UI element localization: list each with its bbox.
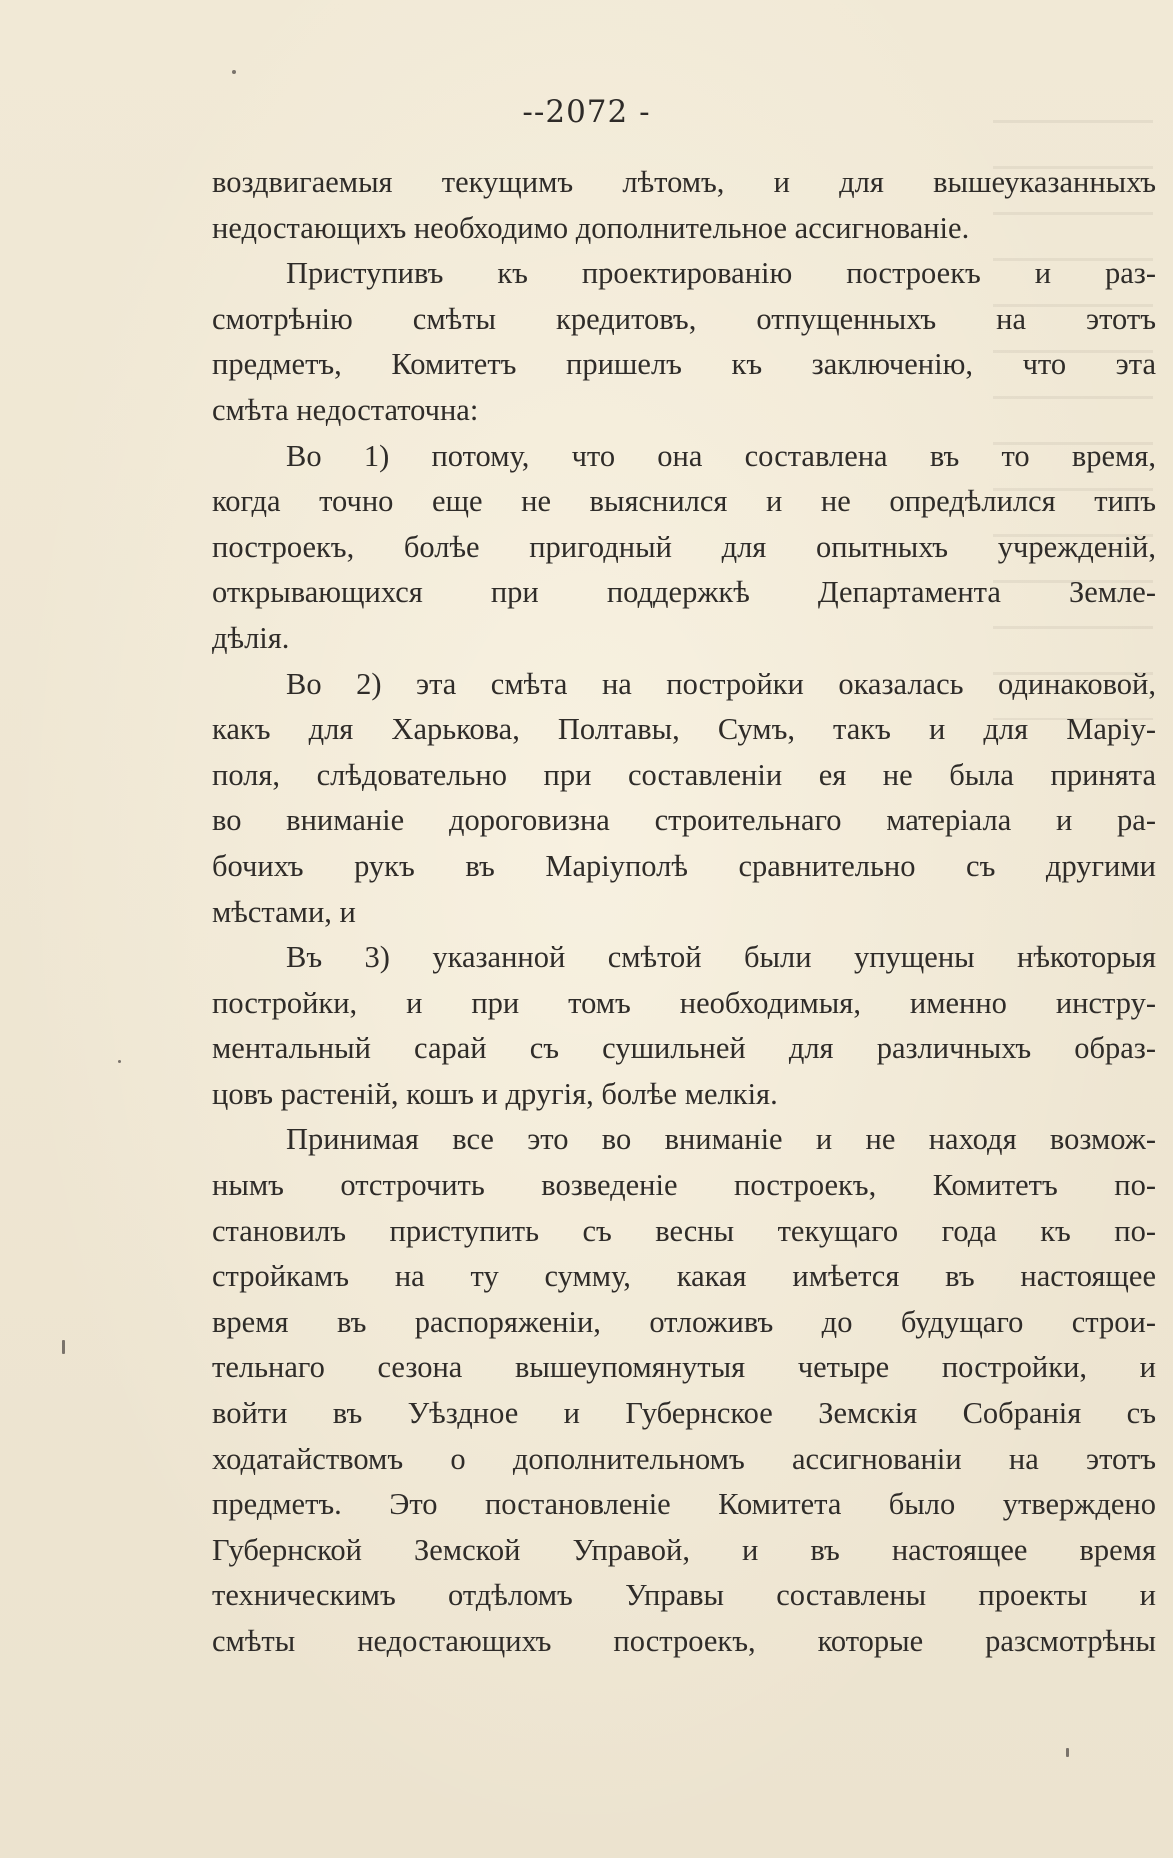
text-line: открывающихся при поддержкѣ Департамента Земле- — [212, 575, 1156, 610]
text-line: стройкамъ на ту сумму, какая имѣется въ настоящее — [212, 1259, 1156, 1294]
text-line: Приступивъ къ проектированію построекъ и раз- — [286, 256, 1156, 291]
text-line: техническимъ отдѣломъ Управы составлены проекты и — [212, 1578, 1156, 1613]
text-line: становилъ приступить съ весны текущаго года къ по- — [212, 1213, 1156, 1248]
text-line: смотрѣнію смѣты кредитовъ, отпущенныхъ на этотъ — [212, 301, 1156, 336]
text-line: нымъ отстрочить возведеніе построекъ, Комитетъ по- — [212, 1168, 1156, 1203]
text-line: недостающихъ необходимо дополнительное ассигнованіе. — [212, 210, 970, 245]
text-line: постройки, и при томъ необходимыя, именно инстру- — [212, 985, 1156, 1020]
text-line: тельнаго сезона вышеупомянутыя четыре постройки, и — [212, 1350, 1156, 1385]
text-line: когда точно еще не выяснился и не опредѣлился типъ — [212, 484, 1156, 519]
text-line: бочихъ рукъ въ Маріуполѣ сравнительно съ другими — [212, 848, 1156, 883]
text-line: цовъ растеній, кошъ и другія, болѣе мелкія. — [212, 1076, 778, 1111]
text-line: предметъ, Комитетъ пришелъ къ заключенію, что эта — [212, 347, 1156, 382]
text-line: смѣта недостаточна: — [212, 392, 479, 427]
text-line: время въ распоряженіи, отложивъ до будущаго строи- — [212, 1304, 1156, 1339]
text-line: поля, слѣдовательно при составленіи ея не была принята — [212, 757, 1156, 792]
text-line: дѣлія. — [212, 620, 290, 655]
text-line: Губернской Земской Управой, и въ настоящее время — [212, 1532, 1156, 1567]
page-number: --2072 - — [522, 94, 651, 130]
text-line: Во 1) потому, что она составлена въ то время, — [286, 438, 1156, 473]
text-line: воздвигаемыя текущимъ лѣтомъ, и для вышеуказанныхъ — [212, 165, 1156, 199]
paper-speck — [232, 70, 236, 74]
text-line: Въ 3) указанной смѣтой были упущены нѣкоторыя — [286, 940, 1156, 975]
text-line: предметъ. Это постановленіе Комитета было утверждено — [212, 1487, 1156, 1522]
text-line: Принимая все это во вниманіе и не находя возмож- — [286, 1122, 1156, 1157]
text-line: во вниманіе дороговизна строительнаго матеріала и ра- — [212, 803, 1156, 838]
text-line: построекъ, болѣе пригодный для опытныхъ учрежденій, — [212, 529, 1156, 564]
text-line: ходатайствомъ о дополнительномъ ассигнованіи на этотъ — [212, 1441, 1156, 1476]
paper-speck — [1066, 1748, 1069, 1757]
paper-speck — [118, 1060, 121, 1063]
paper-speck — [62, 1340, 65, 1354]
body-text — [212, 160, 1156, 1665]
text-line: мѣстами, и — [212, 894, 356, 929]
text-line: какъ для Харькова, Полтавы, Сумъ, такъ и для Маріу- — [212, 712, 1156, 747]
text-line: войти въ Уѣздное и Губернское Земскія Собранія съ — [212, 1396, 1156, 1431]
text-line: Во 2) эта смѣта на постройки оказалась одинаковой, — [286, 666, 1156, 701]
text-line: ментальный сарай съ сушильней для различныхъ образ- — [212, 1031, 1156, 1066]
text-line: смѣты недостающихъ построекъ, которые разсмотрѣны — [212, 1624, 1156, 1658]
